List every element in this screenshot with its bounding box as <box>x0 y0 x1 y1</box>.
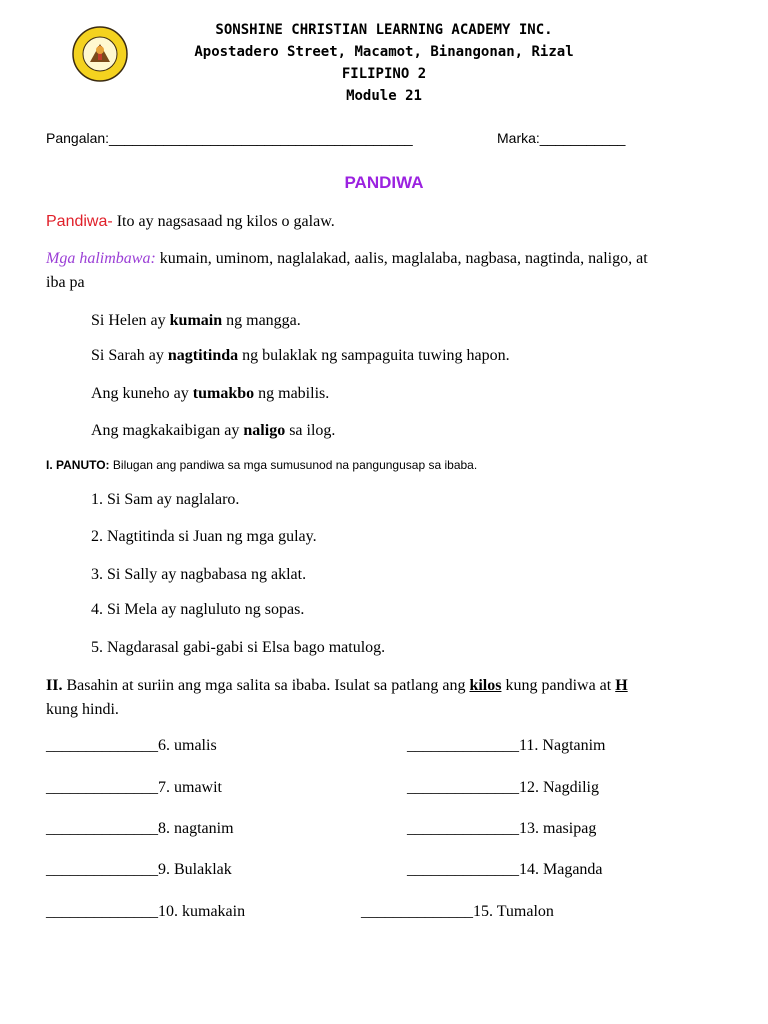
part2-item: ______________10. kumakain <box>46 903 246 920</box>
part1-text: Bilugan ang pandiwa sa mga sumusunod na pangungusap sa ibaba. <box>109 458 478 472</box>
part2-instruction-line2: kung hindi. <box>46 701 119 718</box>
sentence-text: ng mabilis. <box>254 385 330 402</box>
example-sentence <box>91 385 329 403</box>
module-title: Module 21 <box>346 88 422 104</box>
sentence-text: Ang magkakaibigan ay <box>91 422 244 439</box>
kilos-keyword: kilos <box>469 677 502 694</box>
h-keyword: H <box>615 677 628 694</box>
examples-label: Mga halimbawa: <box>46 250 156 267</box>
sentence-text: Ang kuneho ay <box>91 385 193 402</box>
part1-instruction <box>46 458 477 472</box>
page-title: PANDIWA <box>344 173 424 192</box>
definition-text: Ito ay nagsasaad ng kilos o galaw. <box>112 213 335 230</box>
score-field: Marka:___________ <box>497 130 626 146</box>
part2-item: ______________7. umawit <box>46 779 222 796</box>
part2-item: ______________6. umalis <box>46 737 217 754</box>
example-sentence <box>91 347 510 365</box>
example-sentence <box>91 312 301 330</box>
sentence-text: ng bulaklak ng sampaguita tuwing hapon. <box>238 347 510 364</box>
part2-instruction <box>46 677 628 695</box>
sentence-text: Si Helen ay <box>91 312 170 329</box>
sentence-verb: tumakbo <box>192 385 255 402</box>
sentence-text: ng mangga. <box>222 312 301 329</box>
part2-item: ______________15. Tumalon <box>361 903 554 920</box>
part1-item: 2. Nagtitinda si Juan ng mga gulay. <box>91 528 317 545</box>
part1-label: I. PANUTO: <box>46 458 110 472</box>
sentence-verb: nagtitinda <box>167 347 239 364</box>
part2-label: II. <box>46 677 63 694</box>
part2-item: ______________13. masipag <box>407 820 597 837</box>
examples-line1: kumain, uminom, naglalakad, aalis, maglalaba, nagbasa, nagtinda, naligo, at <box>155 250 648 267</box>
school-name: SONSHINE CHRISTIAN LEARNING ACADEMY INC. <box>215 22 553 38</box>
part2-text: Basahin at suriin ang mga salita sa ibaba. Isulat sa patlang ang <box>62 677 470 694</box>
part2-text: kung pandiwa at <box>501 677 616 694</box>
sentence-verb: naligo <box>243 422 286 439</box>
subject-title: FILIPINO 2 <box>341 66 427 82</box>
part1-item: 5. Nagdarasal gabi-gabi si Elsa bago matulog. <box>91 639 386 656</box>
definition <box>46 213 335 231</box>
sentence-text: Si Sarah ay <box>91 347 168 364</box>
examples <box>46 250 648 268</box>
part1-item: 4. Si Mela ay nagluluto ng sopas. <box>91 601 305 618</box>
part1-item: 3. Si Sally ay nagbabasa ng aklat. <box>91 566 307 583</box>
examples-line2: iba pa <box>46 274 85 291</box>
definition-term: Pandiwa- <box>46 213 113 230</box>
part2-item: ______________11. Nagtanim <box>407 737 606 754</box>
part2-item: ______________14. Maganda <box>407 861 603 878</box>
school-address: Apostadero Street, Macamot, Binangonan, Rizal <box>194 44 574 60</box>
part2-item: ______________9. Bulaklak <box>46 861 232 878</box>
sentence-text: sa ilog. <box>285 422 336 439</box>
part2-item: ______________8. nagtanim <box>46 820 234 837</box>
sentence-verb: kumain <box>169 312 223 329</box>
example-sentence <box>91 422 335 440</box>
part2-item: ______________12. Nagdilig <box>407 779 599 796</box>
part1-item: 1. Si Sam ay naglalaro. <box>91 491 240 508</box>
name-field: Pangalan:_______________________________________ <box>46 130 413 146</box>
